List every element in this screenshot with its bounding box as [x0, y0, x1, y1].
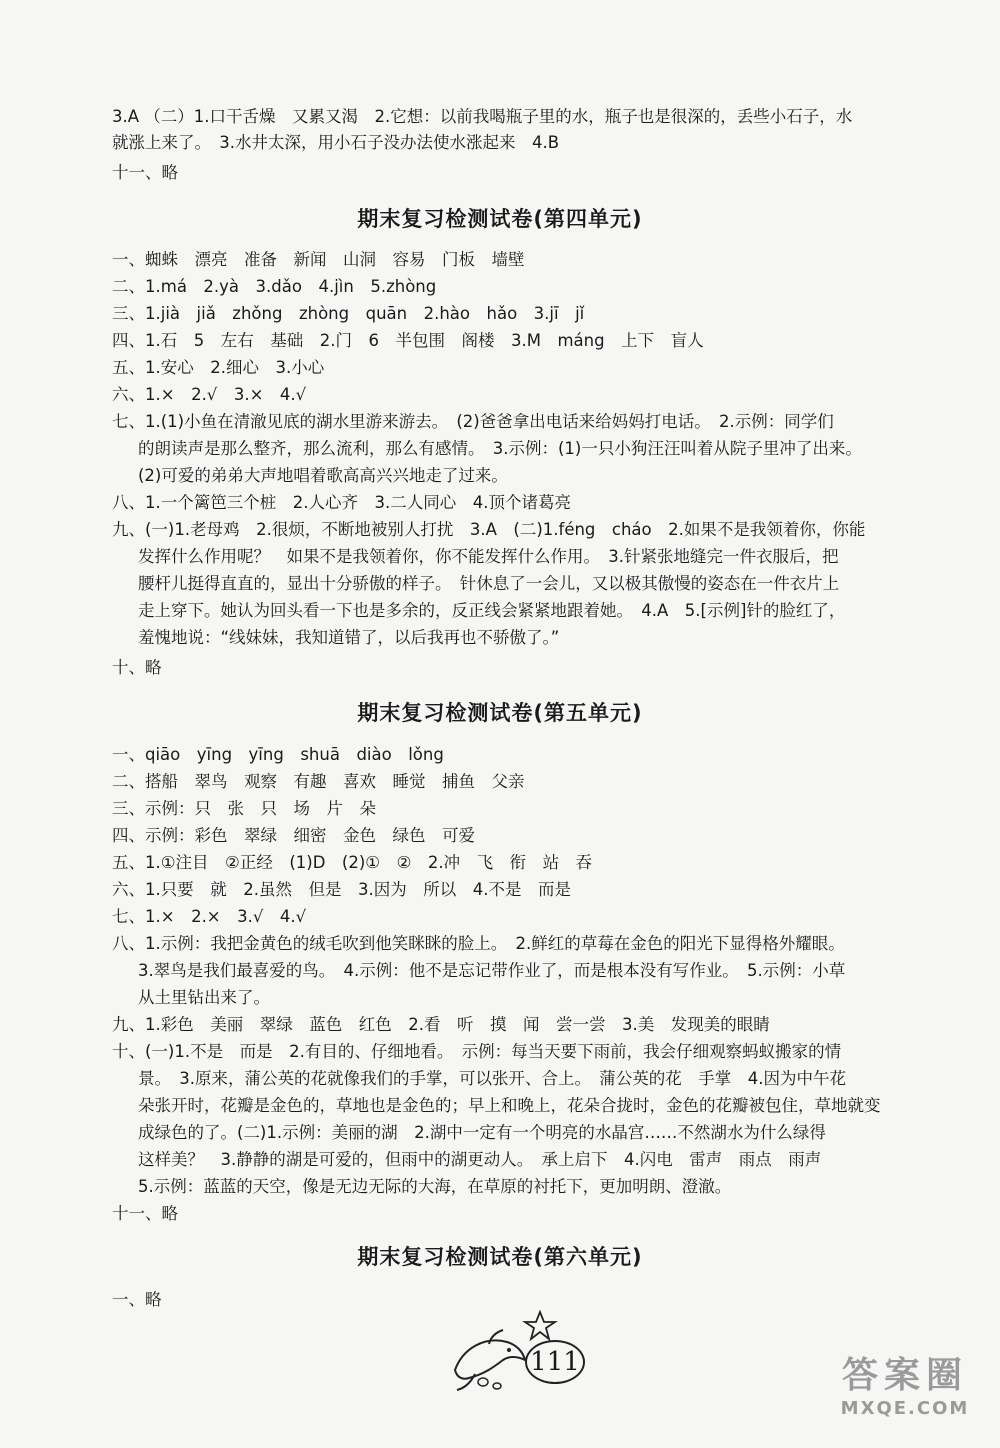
answer-line: 八、1.一个篱笆三个桩 2.人心齐 3.二人同心 4.顶个诸葛亮 — [112, 493, 571, 512]
answer-line: 十、略 — [112, 658, 162, 677]
answer-line: 六、1.只要 就 2.虽然 但是 3.因为 所以 4.不是 而是 — [112, 880, 571, 899]
answer-line: 一、qiāo yīng yīng shuā diào lǒng — [112, 745, 444, 764]
answer-line: 七、1.(1)小鱼在清澈见底的湖水里游来游去。 (2)爸爸拿出电话来给妈妈打电话。 2.示例：同学们 — [112, 412, 834, 431]
answer-line: 二、1.má 2.yà 3.dǎo 4.jìn 5.zhòng — [112, 277, 437, 296]
answer-line: 就涨上来了。 3.水井太深，用小石子没办法使水涨起来 4.B — [112, 133, 560, 152]
answer-line: 十、(一)1.不是 而是 2.有目的、仔细地看。 示例：每当天要下雨前，我会仔细观察蚂蚁搬家的情 — [112, 1042, 842, 1061]
answer-line: 走上穿下。她认为回头看一下也是多余的，反正线会紧紧地跟着她。 4.A 5.[示例]针的脸红了， — [138, 601, 846, 620]
answer-line: 3.翠鸟是我们最喜爱的鸟。 4.示例：他不是忘记带作业了，而是根本没有写作业。 5.示例：小草 — [138, 961, 846, 980]
answer-line: 五、1.安心 2.细心 3.小心 — [112, 358, 325, 377]
answer-line: 九、1.彩色 美丽 翠绿 蓝色 红色 2.看 听 摸 闻 尝一尝 3.美 发现美的眼睛 — [112, 1015, 770, 1034]
page-number: 111 — [525, 1340, 585, 1384]
answer-line: 六、1.× 2.√ 3.× 4.√ — [112, 385, 307, 404]
section-title-unit5: 期末复习检测试卷(第五单元) — [357, 701, 643, 725]
answer-line: 八、1.示例：我把金黄色的绒毛吹到他笑眯眯的脸上。 2.鲜红的草莓在金色的阳光下显得格外耀眼。 — [112, 934, 845, 953]
watermark-logo — [820, 1354, 990, 1430]
answer-line: 三、1.jià jiǎ zhǒng zhòng quān 2.hào hǎo 3.jī jǐ — [112, 304, 585, 323]
answer-line: 十一、略 — [112, 163, 178, 182]
answer-line: 腰杆儿挺得直直的，显出十分骄傲的样子。 针休息了一会儿，又以极其傲慢的姿态在一件衣片上 — [138, 574, 840, 593]
answer-line: 一、蜘蛛 漂亮 准备 新闻 山洞 容易 门板 墙壁 — [112, 250, 525, 269]
answer-line: 四、1.石 5 左右 基础 2.门 6 半包围 阁楼 3.M máng 上下 盲人 — [112, 331, 704, 350]
answer-line: 3.A （二）1.口干舌燥 又累又渴 2.它想：以前我喝瓶子里的水，瓶子也是很深的，丢些小石子，水 — [112, 107, 853, 126]
answer-line: 发挥什么作用呢？ 如果不是我领着你，你不能发挥什么作用。 3.针紧张地缝完一件衣服后，把 — [138, 547, 839, 566]
answer-line: 七、1.× 2.× 3.√ 4.√ — [112, 907, 307, 926]
answer-line: 从土里钻出来了。 — [138, 988, 270, 1007]
section-title-unit4: 期末复习检测试卷(第四单元) — [357, 207, 643, 231]
dolphin-icon — [455, 1330, 525, 1390]
answer-line: 二、搭船 翠鸟 观察 有趣 喜欢 睡觉 捕鱼 父亲 — [112, 772, 525, 791]
answer-line: 的朗读声是那么整齐，那么流利，那么有感情。 3.示例：(1)一只小狗汪汪叫着从院子里冲了出来。 — [138, 439, 862, 458]
star-icon — [525, 1312, 555, 1339]
answer-line: 这样美？ 3.静静的湖是可爱的，但雨中的湖更动人。 承上启下 4.闪电 雷声 雨点 雨声 — [138, 1150, 822, 1169]
section-title-unit6: 期末复习检测试卷(第六单元) — [357, 1245, 643, 1269]
answer-line: 四、示例：彩色 翠绿 细密 金色 绿色 可爱 — [112, 826, 475, 845]
answer-line: 三、示例：只 张 只 场 片 朵 — [112, 799, 376, 818]
answer-line: 五、1.①注目 ②正经 (1)D (2)① ② 2.冲 飞 衔 站 吞 — [112, 853, 593, 872]
answer-line: 景。 3.原来，蒲公英的花就像我们的手掌，可以张开、合上。 蒲公英的花 手掌 4.因为中午花 — [138, 1069, 846, 1088]
answer-line: 5.示例：蓝蓝的天空，像是无边无际的大海，在草原的衬托下，更加明朗、澄澈。 — [138, 1177, 732, 1196]
watermark-domain: MXQE.COM — [840, 1398, 970, 1419]
answer-line: 一、略 — [112, 1290, 162, 1309]
answer-line: 九、(一)1.老母鸡 2.很烦，不断地被别人打扰 3.A (二)1.féng cháo 2.如果不是我领着你，你能 — [112, 520, 866, 539]
answer-line: 朵张开时，花瓣是金色的，草地也是金色的；早上和晚上，花朵合拢时，金色的花瓣被包住，草地就变 — [138, 1096, 881, 1115]
answer-line: (2)可爱的弟弟大声地唱着歌高高兴兴地走了过来。 — [138, 466, 508, 485]
answer-line: 羞愧地说：“线妹妹，我知道错了，以后我再也不骄傲了。” — [138, 628, 560, 647]
answer-line: 十一、略 — [112, 1204, 178, 1223]
watermark-title: 答案圈 — [841, 1355, 968, 1396]
answer-line: 成绿色的了。(二)1.示例：美丽的湖 2.湖中一定有一个明亮的水晶宫……不然湖水为什么绿得 — [138, 1123, 826, 1142]
